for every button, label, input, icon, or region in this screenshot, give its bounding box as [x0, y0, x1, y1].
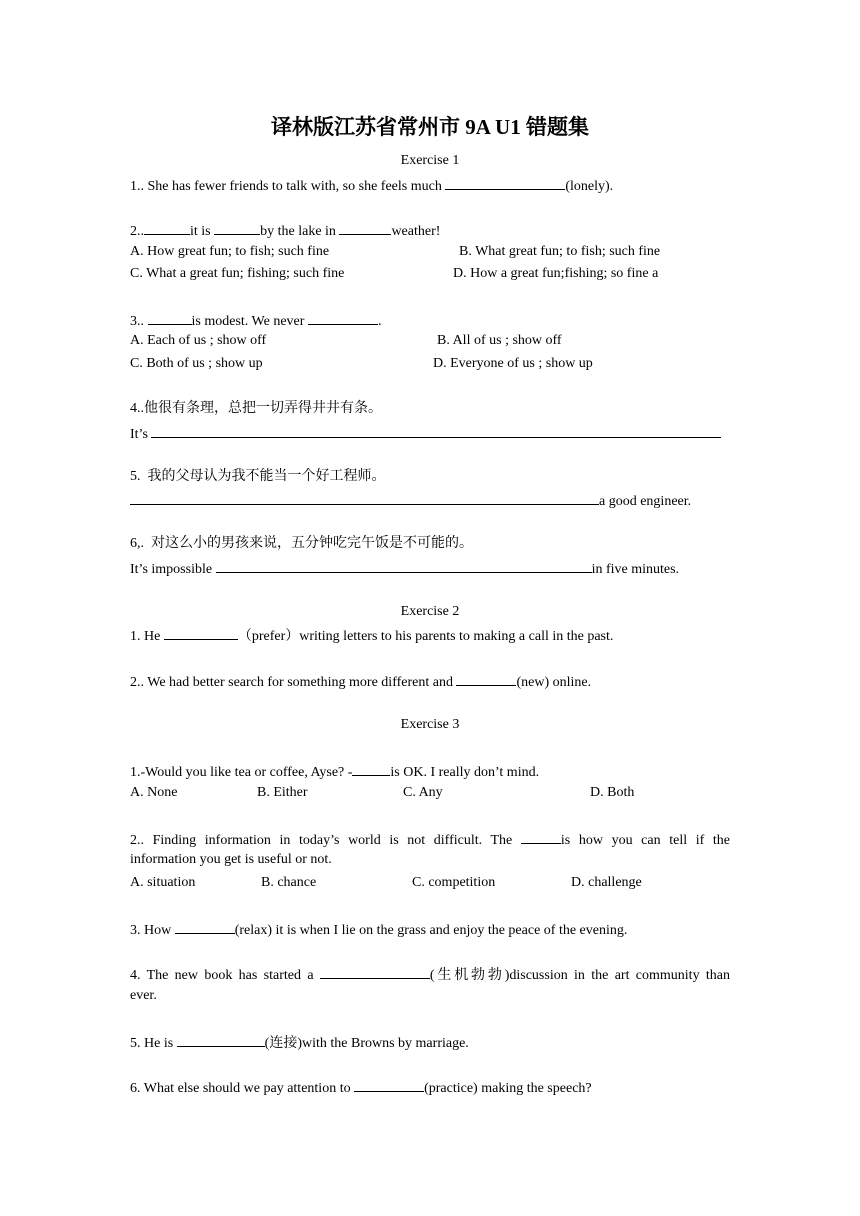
- ex1-question-5: a good engineer.: [130, 490, 691, 511]
- ex3-q2-option-d: D. challenge: [571, 875, 642, 890]
- ex3-q2-option-a: A. situation: [130, 875, 196, 890]
- ex3-q2-option-c: C. competition: [412, 875, 496, 890]
- ex2-question-2: 2.. We had better search for something more different and (new) online.: [130, 671, 591, 692]
- answer-blank[interactable]: [354, 1077, 424, 1092]
- ex3-q1-option-a: A. None: [130, 785, 178, 800]
- page-title: 译林版江苏省常州市 9A U1 错题集: [271, 115, 589, 139]
- ex1-q3-option-d: D. Everyone of us ; show up: [433, 356, 593, 371]
- ex3-question-4: 4. The new book has started a (生机勃勃)discussion in the art community than: [130, 964, 730, 985]
- ex1-q2-option-b: B. What great fun; to fish; such fine: [459, 244, 661, 259]
- ex1-question-3: 3.. is modest. We never .: [130, 310, 381, 331]
- answer-blank[interactable]: [216, 558, 592, 573]
- answer-blank[interactable]: [144, 220, 190, 235]
- ex1-q6-chinese: 6,. 对这么小的男孩来说，五分钟吃完午饭是不可能的。: [130, 536, 473, 551]
- ex3-question-2: 2.. Finding information in today’s world is not difficult. The is how you can tell if the: [130, 829, 730, 850]
- answer-blank[interactable]: [445, 175, 565, 190]
- ex1-question-1: 1.. She has fewer friends to talk with, so she feels much (lonely).: [130, 175, 613, 196]
- answer-blank[interactable]: [352, 761, 390, 776]
- answer-blank[interactable]: [177, 1032, 265, 1047]
- answer-blank[interactable]: [164, 625, 238, 640]
- answer-blank[interactable]: [148, 310, 192, 325]
- ex1-q2-option-d: D. How a great fun;fishing; so fine a: [453, 266, 659, 281]
- ex1-question-6: It’s impossible in five minutes.: [130, 558, 679, 579]
- answer-blank[interactable]: [214, 220, 260, 235]
- answer-blank[interactable]: [308, 310, 378, 325]
- ex3-question-5: 5. He is (连接)with the Browns by marriage.: [130, 1032, 469, 1053]
- answer-blank[interactable]: [130, 490, 599, 505]
- ex1-q3-option-a: A. Each of us ; show off: [130, 333, 267, 348]
- ex1-q3-option-b: B. All of us ; show off: [437, 333, 562, 348]
- answer-blank[interactable]: [339, 220, 391, 235]
- ex1-q3-option-c: C. Both of us ; show up: [130, 356, 263, 371]
- exercise-3-heading: Exercise 3: [400, 717, 460, 732]
- answer-blank[interactable]: [175, 919, 235, 934]
- ex3-q1-option-c: C. Any: [403, 785, 443, 800]
- ex3-question-3: 3. How (relax) it is when I lie on the grass and enjoy the peace of the evening.: [130, 919, 627, 940]
- ex3-q1-option-b: B. Either: [257, 785, 308, 800]
- ex1-question-2: 2.. it is by the lake in weather!: [130, 220, 440, 241]
- answer-blank[interactable]: [320, 964, 430, 979]
- ex2-question-1: 1. He （prefer）writing letters to his parents to making a call in the past.: [130, 625, 613, 646]
- answer-blank[interactable]: [151, 423, 721, 438]
- ex3-q4-line2: ever.: [130, 988, 157, 1003]
- ex1-q4-chinese: 4..他很有条理，总把一切弄得井井有条。: [130, 401, 382, 416]
- exercise-2-heading: Exercise 2: [400, 604, 460, 619]
- ex3-q2-option-b: B. chance: [261, 875, 317, 890]
- ex1-q2-option-a: A. How great fun; to fish; such fine: [130, 244, 330, 259]
- ex3-q1-option-d: D. Both: [590, 785, 635, 800]
- exercise-1-heading: Exercise 1: [400, 153, 460, 168]
- ex3-question-6: 6. What else should we pay attention to (practice) making the speech?: [130, 1077, 592, 1098]
- ex1-q5-chinese: 5. 我的父母认为我不能当一个好工程师。: [130, 469, 386, 484]
- ex3-q2-line2: information you get is useful or not.: [130, 852, 332, 867]
- ex3-question-1: 1.-Would you like tea or coffee, Ayse? - is OK. I really don’t mind.: [130, 761, 539, 782]
- ex1-q2-option-c: C. What a great fun; fishing; such fine: [130, 266, 345, 281]
- ex1-question-4: It’s: [130, 423, 721, 444]
- answer-blank[interactable]: [456, 671, 516, 686]
- answer-blank[interactable]: [521, 829, 561, 844]
